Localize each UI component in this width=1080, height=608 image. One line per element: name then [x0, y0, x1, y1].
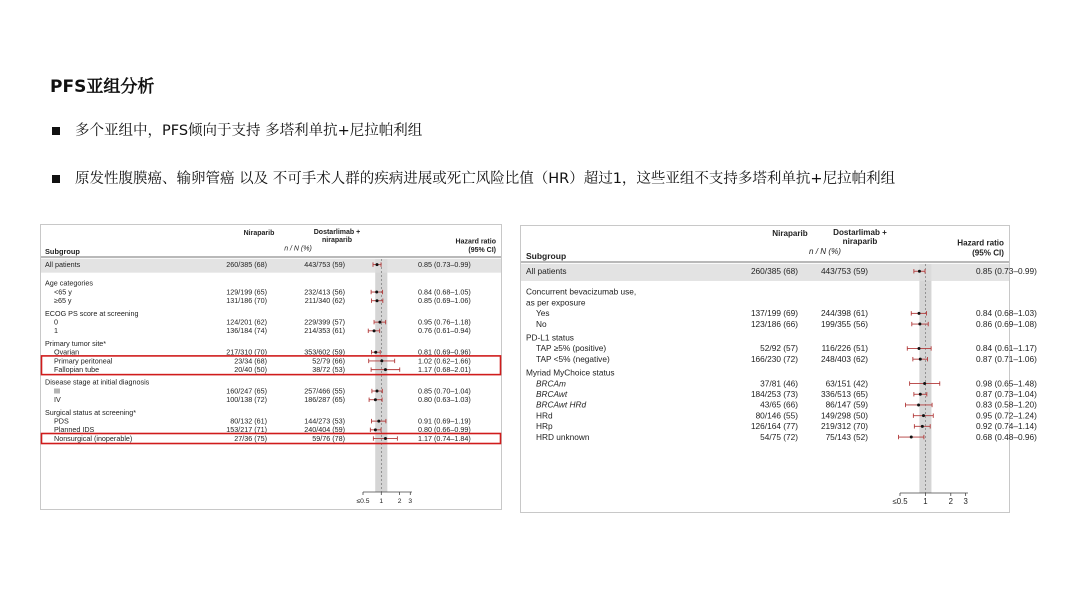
x-tick-label: ≤0.5: [892, 497, 908, 506]
arm1-value: 166/230 (72): [750, 353, 798, 364]
hr-point: [919, 358, 922, 361]
x-tick-label: 3: [408, 498, 413, 505]
arm1-value: 131/186 (70): [226, 296, 267, 306]
subgroup-label: HRD unknown: [536, 431, 590, 442]
arm1-value: 217/310 (70): [226, 347, 267, 357]
hr-point: [374, 398, 377, 401]
subgroup-label: IV: [54, 395, 61, 405]
arm2-value: 52/79 (66): [312, 356, 345, 366]
subgroup-header: Myriad MyChoice status: [526, 367, 615, 378]
hr-point: [376, 390, 379, 393]
hr-point: [376, 263, 379, 266]
header-hr-line2: (95% CI): [468, 246, 496, 254]
hr-point: [918, 347, 921, 350]
subgroup-label: ≥65 y: [54, 296, 72, 306]
arm2-value: 219/312 (70): [820, 421, 868, 432]
hazard-ratio-value: 0.86 (0.69–1.08): [976, 318, 1037, 329]
forest-plot-right: [520, 225, 1037, 513]
header-arm2-line1: Dostarlimab +: [313, 229, 361, 236]
hazard-ratio-value: 0.68 (0.48–0.96): [976, 431, 1037, 442]
arm2-value: 211/340 (62): [304, 296, 345, 306]
subgroup-label: Planned IDS: [54, 425, 95, 435]
arm1-value: 153/217 (71): [226, 425, 267, 435]
x-tick-label: 1: [379, 498, 384, 505]
hr-point: [375, 291, 378, 294]
arm2-value: 86/147 (59): [825, 399, 868, 410]
header-arm1: Niraparib: [772, 229, 808, 238]
subgroup-label: All patients: [526, 266, 567, 276]
arm1-value: 27/36 (75): [234, 433, 267, 443]
header-arm2-line2: niraparib: [322, 237, 352, 244]
hr-point: [921, 425, 924, 428]
subgroup-label: 1: [54, 326, 58, 336]
arm2-value: 199/355 (56): [820, 318, 868, 329]
hr-point: [923, 382, 926, 385]
arm2-value: 214/353 (61): [304, 326, 345, 336]
subgroup-label: All patients: [45, 260, 81, 269]
hazard-ratio-value: 0.85 (0.73–0.99): [976, 266, 1037, 276]
subgroup-label: PDS: [54, 416, 69, 426]
header-nn: n / N (%): [284, 245, 312, 253]
subgroup-header: ECOG PS score at screening: [45, 308, 139, 318]
hr-point: [374, 351, 377, 354]
hazard-ratio-value: 0.83 (0.58–1.20): [976, 399, 1037, 410]
subgroup-label: BRCAwt HRd: [536, 399, 587, 410]
hazard-ratio-value: 0.76 (0.61–0.94): [418, 326, 471, 336]
x-tick-label: 1: [923, 497, 928, 506]
reference-band-overlay: [919, 264, 931, 493]
bullet-text: 多个亚组中，PFS倾向于支持 多塔利单抗+尼拉帕利组: [75, 123, 423, 139]
arm2-value: 443/753 (59): [820, 266, 868, 276]
arm2-value: 116/226 (51): [821, 343, 868, 354]
subgroup-label: HRp: [536, 421, 553, 432]
hazard-ratio-value: 0.84 (0.68–1.05): [418, 287, 471, 297]
arm2-value: 63/151 (42): [825, 378, 868, 389]
x-tick-label: 2: [948, 497, 953, 506]
hazard-ratio-value: 0.85 (0.69–1.06): [418, 296, 471, 306]
arm1-value: 37/81 (46): [760, 378, 798, 389]
subgroup-label: III: [54, 386, 60, 396]
arm1-value: 43/65 (66): [760, 399, 798, 410]
arm1-value: 123/186 (66): [750, 318, 798, 329]
x-tick-label: ≤0.5: [356, 498, 370, 505]
bullet-list: [50, 122, 895, 188]
hazard-ratio-value: 1.02 (0.62–1.66): [418, 356, 471, 366]
subgroup-label: Primary peritoneal: [54, 356, 113, 366]
arm2-value: 59/76 (78): [312, 433, 345, 443]
arm2-value: 75/143 (52): [825, 431, 868, 442]
hr-point: [922, 414, 925, 417]
hazard-ratio-value: 0.80 (0.66–0.99): [418, 425, 471, 435]
hazard-ratio-value: 0.85 (0.73–0.99): [418, 260, 471, 269]
hazard-ratio-value: 0.87 (0.71–1.06): [976, 353, 1037, 364]
forest-plot-right-svg: [520, 225, 1037, 513]
hr-point: [374, 428, 377, 431]
bullet-item: [50, 122, 895, 140]
subgroup-label: Ovarian: [54, 347, 80, 357]
hr-point: [918, 323, 921, 326]
subgroup-label: <65 y: [54, 287, 72, 297]
arm1-value: 80/146 (55): [755, 410, 798, 421]
subgroup-label: BRCAm: [536, 378, 566, 389]
subgroup-label: Fallopian tube: [54, 365, 100, 374]
hazard-ratio-value: 0.95 (0.72–1.24): [976, 410, 1037, 421]
subgroup-header: as per exposure: [526, 297, 586, 308]
subgroup-header: Primary tumor site*: [45, 338, 107, 348]
arm1-value: 136/184 (74): [226, 326, 267, 336]
arm2-value: 443/753 (59): [304, 260, 345, 269]
hr-point: [373, 329, 376, 332]
arm1-value: 184/253 (73): [750, 389, 798, 399]
arm2-value: 186/287 (65): [304, 395, 345, 405]
header-hr-line1: Hazard ratio: [957, 238, 1004, 248]
subgroup-label: No: [536, 318, 547, 329]
arm1-value: 52/92 (57): [760, 343, 798, 354]
arm2-value: 144/273 (53): [304, 416, 345, 426]
square-bullet-icon: [52, 175, 60, 183]
hr-point: [384, 437, 387, 440]
hr-point: [380, 359, 383, 362]
subgroup-header: Age categories: [45, 278, 93, 288]
arm1-value: 260/385 (68): [226, 260, 267, 269]
hazard-ratio-value: 0.84 (0.68–1.03): [976, 308, 1037, 319]
arm2-value: 257/466 (55): [304, 386, 345, 396]
subgroup-label: Yes: [536, 308, 550, 319]
hazard-ratio-value: 0.92 (0.74–1.14): [976, 421, 1037, 432]
subgroup-label: 0: [54, 317, 58, 327]
bullet-item: [50, 170, 895, 188]
hr-point: [917, 403, 920, 406]
slide-title: PFS亚组分析: [50, 77, 155, 97]
header-nn: n / N (%): [809, 246, 841, 256]
subgroup-header: Disease stage at initial diagnosis: [45, 377, 150, 387]
hr-point: [376, 299, 379, 302]
hr-point: [377, 420, 380, 423]
bullet-text: 原发性腹膜癌、输卵管癌 以及 不可手术人群的疾病进展或死亡风险比值（HR）超过1，这些亚组不支持多塔利单抗+尼拉帕利组: [75, 171, 896, 187]
arm2-value: 232/413 (56): [304, 287, 345, 297]
subgroup-label: Nonsurgical (inoperable): [54, 433, 133, 443]
header-subgroup: Subgroup: [526, 251, 567, 261]
arm1-value: 137/199 (69): [750, 308, 798, 319]
hr-point: [910, 436, 913, 439]
forest-plot-left: [40, 224, 502, 510]
arm1-value: 260/385 (68): [750, 266, 798, 276]
arm1-value: 100/138 (72): [226, 395, 267, 405]
arm2-value: 244/398 (61): [820, 308, 868, 319]
subgroup-header: PD-L1 status: [526, 332, 574, 343]
header-hr-line2: (95% CI): [972, 248, 1004, 258]
hazard-ratio-value: 0.85 (0.70–1.04): [418, 386, 471, 396]
hr-point: [919, 393, 922, 396]
arm2-value: 336/513 (65): [820, 389, 868, 399]
subgroup-header: Surgical status at screening*: [45, 407, 137, 417]
hazard-ratio-value: 0.98 (0.65–1.48): [976, 378, 1037, 389]
hr-point: [384, 368, 387, 371]
arm1-value: 124/201 (62): [226, 317, 267, 327]
hr-point: [378, 321, 381, 324]
hazard-ratio-value: 1.17 (0.74–1.84): [418, 433, 471, 443]
arm1-value: 80/132 (61): [230, 416, 267, 426]
header-arm1: Niraparib: [243, 230, 275, 237]
arm1-value: 129/199 (65): [226, 287, 267, 297]
arm2-value: 149/298 (50): [820, 410, 868, 421]
arm2-value: 353/602 (59): [304, 347, 345, 357]
arm1-value: 126/164 (77): [750, 421, 798, 432]
hr-point: [918, 312, 921, 315]
hazard-ratio-value: 0.80 (0.63–1.03): [418, 395, 471, 405]
x-tick-label: 3: [963, 497, 968, 506]
forest-plot-left-svg: [40, 224, 502, 510]
arm1-value: 160/247 (65): [226, 386, 267, 396]
header-arm2-line1: Dostarlimab +: [833, 228, 887, 237]
hazard-ratio-value: 0.84 (0.61–1.17): [976, 343, 1037, 354]
subgroup-label: HRd: [536, 410, 553, 421]
header-hr-line1: Hazard ratio: [455, 238, 496, 246]
arm2-value: 240/404 (59): [304, 425, 345, 435]
arm2-value: 248/403 (62): [820, 353, 868, 364]
hazard-ratio-value: 0.81 (0.69–0.96): [418, 347, 471, 357]
hazard-ratio-value: 0.87 (0.73–1.04): [976, 389, 1037, 399]
hazard-ratio-value: 1.17 (0.68–2.01): [418, 365, 471, 374]
arm1-value: 54/75 (72): [760, 431, 798, 442]
hazard-ratio-value: 0.95 (0.76–1.18): [418, 317, 471, 327]
arm1-value: 20/40 (50): [234, 365, 267, 374]
subgroup-label: TAP ≥5% (positive): [536, 343, 607, 354]
arm2-value: 38/72 (53): [312, 365, 345, 374]
hazard-ratio-value: 0.91 (0.69–1.19): [418, 416, 471, 426]
subgroup-header: Concurrent bevacizumab use,: [526, 286, 637, 297]
header-subgroup: Subgroup: [45, 247, 80, 256]
header-arm2-line2: niraparib: [842, 237, 878, 247]
arm2-value: 229/399 (57): [304, 317, 345, 327]
subgroup-label: BRCAwt: [536, 389, 568, 399]
arm1-value: 23/34 (68): [234, 356, 267, 366]
hr-point: [918, 270, 921, 273]
subgroup-label: TAP <5% (negative): [536, 353, 610, 364]
x-tick-label: 2: [397, 498, 402, 505]
square-bullet-icon: [52, 127, 60, 135]
